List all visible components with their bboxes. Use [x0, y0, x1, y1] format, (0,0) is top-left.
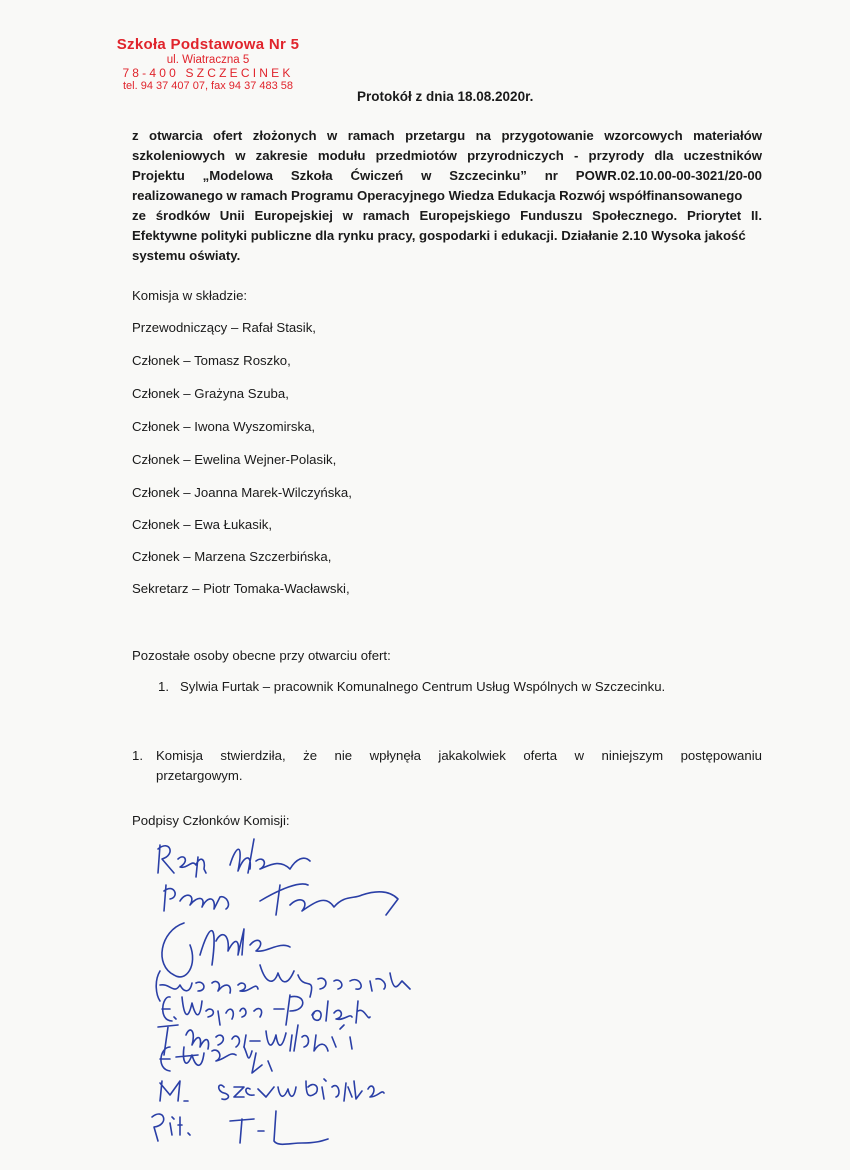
- finding-line: przetargowym.: [156, 768, 243, 783]
- commission-member: Członek – Marzena Szczerbińska,: [132, 549, 332, 564]
- intro-line: szkoleniowych w zakresie modułu przedmiotów przyrodniczych - przyrody dla uczestników: [132, 148, 762, 163]
- signature-tomaka: [152, 1111, 328, 1144]
- intro-paragraph: [132, 126, 762, 266]
- finding-line: Komisja stwierdziła, że nie wpłynęła jakakolwiek oferta w niniejszym postępowaniu: [156, 748, 762, 763]
- signatures-heading: Podpisy Członków Komisji:: [132, 813, 290, 828]
- stamp-phone: tel. 94 37 407 07, fax 94 37 483 58: [122, 80, 294, 92]
- school-stamp: [108, 36, 308, 92]
- intro-line: Projektu „Modelowa Szkoła Ćwiczeń w Szczecinku” nr POWR.02.10.00-00-3021/20-00: [132, 168, 762, 183]
- finding-item: [132, 746, 762, 786]
- signature-lukasik: [160, 1047, 272, 1073]
- intro-line: z otwarcia ofert złożonych w ramach przetargu na przygotowanie wzorcowych materiałów: [132, 128, 762, 143]
- signature-szuba: [162, 923, 290, 977]
- commission-member: Członek – Ewa Łukasik,: [132, 517, 273, 532]
- page-title: Protokół z dnia 18.08.2020r.: [357, 89, 534, 104]
- intro-line: realizowanego w ramach Programu Operacyjnego Wiedza Edukacja Rozwój współfinansowanego: [132, 188, 743, 203]
- signature-roszko: [164, 884, 398, 915]
- intro-line: Efektywne polityki publiczne dla rynku pracy, gospodarki i edukacji. Działanie 2.10 Wysoka jakość: [132, 228, 746, 243]
- commission-member: Sekretarz – Piotr Tomaka-Wacławski,: [132, 581, 350, 596]
- signature-szczerbinska: [160, 1079, 384, 1101]
- stamp-school-name: Szkoła Podstawowa Nr 5: [116, 36, 300, 53]
- commission-member: Przewodniczący – Rafał Stasik,: [132, 320, 316, 335]
- signature-wyszomirska: [156, 965, 410, 1001]
- intro-line: ze środków Unii Europejskiej w ramach Europejskiego Funduszu Społecznego. Priorytet II.: [132, 208, 762, 223]
- signature-wejner: [162, 995, 370, 1025]
- commission-member: Członek – Joanna Marek-Wilczyńska,: [132, 485, 352, 500]
- commission-member: Członek – Tomasz Roszko,: [132, 353, 291, 368]
- signatures-block: [140, 825, 440, 1155]
- present-list-item: [158, 679, 665, 694]
- stamp-city: 78-400 SZCZECINEK: [122, 66, 294, 80]
- list-number: 1.: [158, 679, 169, 694]
- signature-marek: [158, 1025, 352, 1055]
- present-heading: Pozostałe osoby obecne przy otwarciu ofert:: [132, 648, 391, 663]
- list-number: 1.: [132, 748, 143, 763]
- intro-line: systemu oświaty.: [132, 248, 241, 263]
- commission-member: Członek – Grażyna Szuba,: [132, 386, 289, 401]
- present-person: Sylwia Furtak – pracownik Komunalnego Centrum Usług Wspólnych w Szczecinku.: [180, 679, 666, 694]
- commission-member: Członek – Ewelina Wejner-Polasik,: [132, 452, 337, 467]
- commission-heading: Komisja w składzie:: [132, 288, 248, 303]
- stamp-street: ul. Wiatraczna 5: [166, 54, 250, 66]
- signature-stasik: [158, 839, 310, 877]
- commission-member: Członek – Iwona Wyszomirska,: [132, 419, 316, 434]
